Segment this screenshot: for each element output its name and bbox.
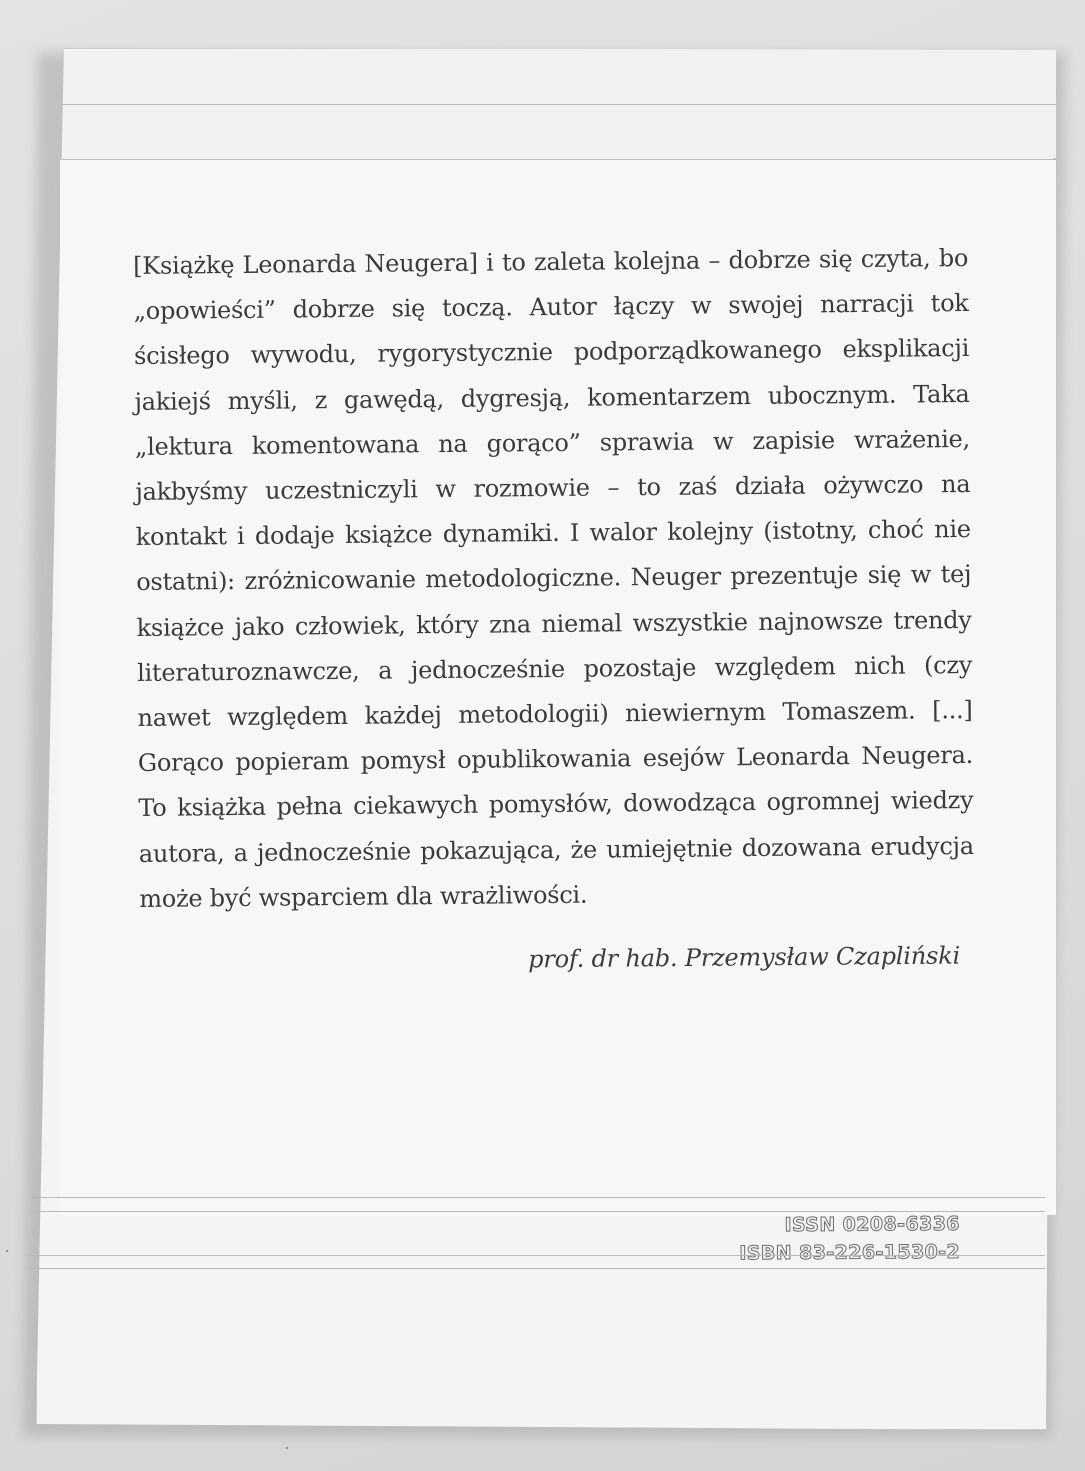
blurb-text: [133, 236, 974, 922]
top-rule-1: [62, 104, 1056, 105]
top-rule-2: [62, 159, 1056, 160]
dust-speck: [6, 1250, 8, 1252]
bottom-rule-3: [30, 1255, 1045, 1256]
issn-number: ISSN 0208-6336: [784, 1212, 960, 1237]
bottom-rule-1: [32, 1197, 1045, 1198]
dust-speck: [286, 1447, 288, 1449]
publication-codes: [640, 1210, 960, 1268]
blurb-paragraph: [Książkę Leonarda Neugera] i to zaleta kolejna – dobrze się czyta, bo „opowieści” dobrze się toczą. Autor łączy w swojej narracji tok ścisłego wywodu, rygorystycznie podporządkowanego eksplikacji jakiejś myśli, z gawędą, dygresją, komentarzem ubocznym. Taka „lektura komentowana na gorąco” sprawia w zapisie wrażenie, jakbyśmy uczestniczyli w rozmowie – to zaś działa ożywczo na kontakt i dodaje książce dynamiki. I walor kolejny (istotny, choć nie ostatni): zróżnicowanie metodologiczne. Neuger prezentuje się w tej książce jako człowiek, który zna niemal wszystkie najnowsze trendy literaturoznawcze, a jednocześnie pozostaje względem nich (czy nawet względem każdej metodologii) niewiernym Tomaszem. [...] Gorąco popieram pomysł opublikowania esejów Leonarda Neugera. To książka pełna ciekawych pomysłów, dowodząca ogromnej wiedzy autora, a jednocześnie pokazująca, że umiejętnie dozowana erudycja może być wsparciem dla wrażliwości.: [133, 243, 974, 913]
isbn-number: ISBN 83-226-1530-2: [739, 1240, 961, 1265]
blurb-signature: prof. dr hab. Przemysław Czapliński: [528, 941, 961, 974]
bottom-rule-4: [30, 1268, 1045, 1269]
